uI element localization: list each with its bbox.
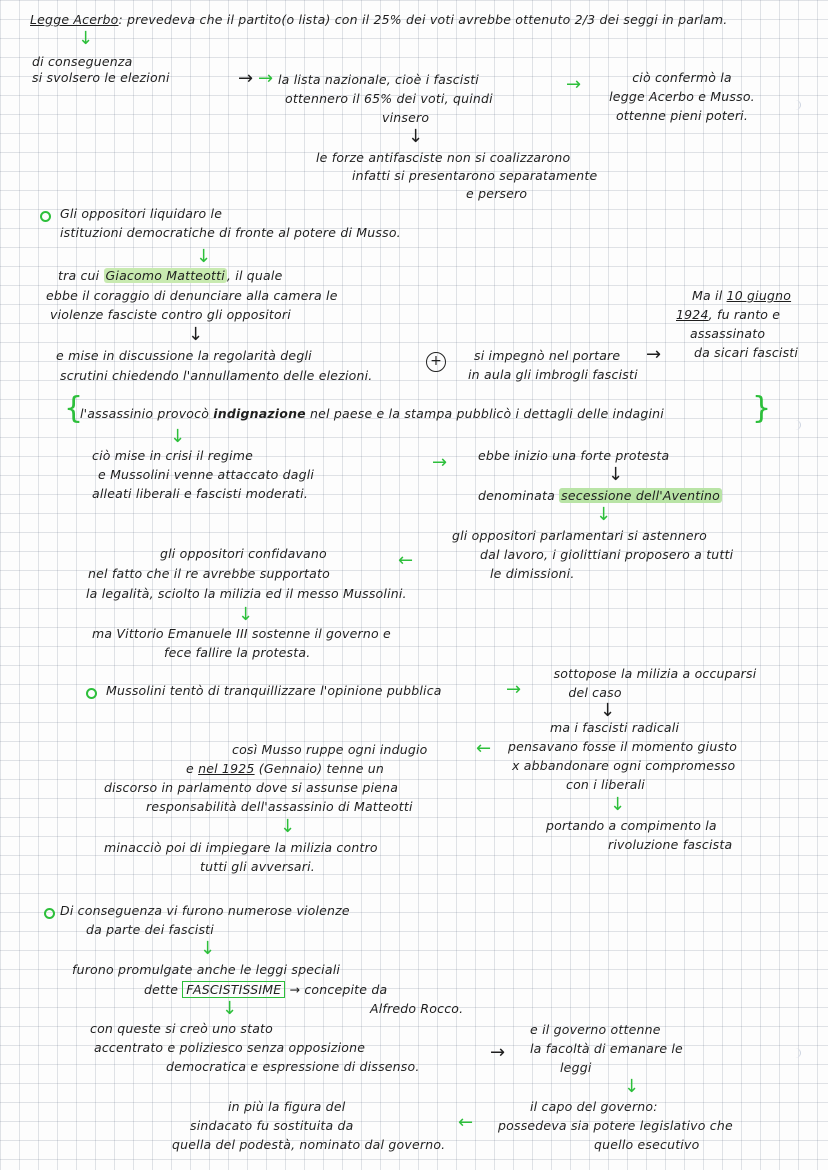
murder-line-1 — [692, 286, 791, 305]
legge-acerbo-title: Legge Acerbo — [30, 12, 119, 27]
elections-text: si svolsero le elezioni — [32, 70, 170, 85]
discuss-line-1: e mise in discussione la regolarità degli — [56, 348, 312, 363]
murder-date: 10 giugno — [726, 288, 792, 303]
national-list-line-1: la lista nazionale, cioè i fascisti — [278, 72, 479, 87]
head-line-3: quello esecutivo — [594, 1137, 700, 1152]
bullet-icon — [44, 908, 55, 919]
protest-prefix: denominata — [478, 488, 560, 503]
revolution-line-2: rivoluzione fascista — [608, 837, 733, 852]
assassination-suffix: nel paese e la stampa pubblicò i dettagli delle indagini — [305, 406, 664, 421]
murder-line-3: assassinato — [690, 326, 766, 341]
down-arrow-icon: ↓ — [596, 504, 612, 525]
bullet-icon — [40, 211, 51, 222]
trust-line-1: gli oppositori confidavano — [160, 546, 327, 561]
state-line-2: accentrato e poliziesco senza opposizione — [94, 1040, 366, 1055]
left-arrow-icon: ← — [398, 550, 414, 571]
speech-line-3: discorso in parlamento dove si assunse piena — [104, 780, 399, 795]
right-arrow-icon: → — [258, 68, 274, 89]
radicals-line-1: ma i fascisti radicali — [550, 720, 680, 735]
crisis-line-2: e Mussolini venne attaccato dagli — [98, 467, 315, 482]
head-line-1: il capo del governo: — [530, 1099, 658, 1114]
courage-line-1: ebbe il coraggio di denunciare alla camera le — [46, 288, 338, 303]
decree-line-3: leggi — [560, 1060, 592, 1075]
protest-line-1: ebbe inizio una forte protesta — [478, 448, 670, 463]
militia-line-2: del caso — [568, 685, 622, 700]
assassination-indignation: indignazione — [213, 406, 306, 421]
opponents-line-1: Gli oppositori liquidaro le — [60, 206, 223, 221]
mayor-line-3: quella del podestà, nominato dal governo. — [172, 1137, 446, 1152]
antifa-line-3: e persero — [466, 186, 528, 201]
right-arrow-icon: → — [566, 74, 582, 95]
right-arrow-icon: → — [490, 1042, 506, 1063]
right-arrow-icon: → — [506, 679, 522, 700]
abstain-line-1: gli oppositori parlamentari si astennero — [452, 528, 707, 543]
decree-line-2: la facoltà di emanare le — [530, 1041, 683, 1056]
down-arrow-icon: ↓ — [610, 794, 626, 815]
radicals-line-2: pensavano fosse il momento giusto — [508, 739, 738, 754]
down-arrow-icon: ↓ — [196, 246, 212, 267]
matteotti-prefix: tra cui — [58, 268, 104, 283]
down-arrow-icon: ↓ — [238, 604, 254, 625]
confirm-line-1: ciò confermò la — [632, 70, 732, 85]
mayor-line-2: sindacato fu sostituita da — [190, 1118, 354, 1133]
king-line-2: fece fallire la protesta. — [164, 645, 311, 660]
discuss-line-2: scrutini chiedendo l'annullamento delle elezioni. — [60, 368, 373, 383]
right-arrow-icon: → — [646, 344, 662, 365]
left-arrow-icon: ← — [476, 738, 492, 759]
confirm-line-2: legge Acerbo e Musso. — [609, 89, 755, 104]
abstain-line-2: dal lavoro, i giolittiani proposero a tutti — [480, 547, 734, 562]
down-arrow-icon: ↓ — [600, 700, 616, 721]
down-arrow-icon: ↓ — [408, 126, 424, 147]
plus-icon: + — [426, 352, 446, 372]
violence-line-1: Di conseguenza vi furono numerose violenze — [60, 903, 350, 918]
radicals-line-4: con i liberali — [566, 777, 645, 792]
threat-line-1: minacciò poi di impiegare la milizia contro — [104, 840, 378, 855]
speech-year: nel 1925 — [198, 761, 255, 776]
speech-suffix: (Gennaio) tenne un — [254, 761, 385, 776]
murder-year: 1924 — [676, 307, 709, 322]
down-arrow-icon: ↓ — [608, 464, 624, 485]
antifa-line-1: le forze antifasciste non si coalizzarono — [316, 150, 571, 165]
protest-line-2 — [478, 486, 722, 505]
matteotti-suffix: , il quale — [226, 268, 283, 283]
confirm-line-3: ottenne pieni poteri. — [615, 108, 749, 123]
legge-acerbo-description: : prevedeva che il partito(o lista) con il 25% dei voti avrebbe ottenuto 2/3 dei seggi in parlam. — [118, 12, 728, 27]
revolution-line-1: portando a compimento la — [546, 818, 717, 833]
decree-line-1: e il governo ottenne — [530, 1022, 661, 1037]
right-arrow-icon: → — [238, 68, 254, 89]
matteotti-name: Giacomo Matteotti — [105, 268, 225, 283]
margin-curl-icon — [790, 420, 801, 430]
antifa-line-2: infatti si presentarono separatamente — [352, 168, 598, 183]
state-line-3: democratica e espressione di dissenso. — [166, 1059, 420, 1074]
threat-line-2: tutti gli avversari. — [200, 859, 315, 874]
militia-line-1: sottopose la milizia a occuparsi — [553, 666, 757, 681]
consequence-text: di conseguenza — [32, 54, 133, 69]
radicals-line-3: x abbandonare ogni compromesso — [512, 758, 736, 773]
down-arrow-icon: ↓ — [170, 426, 186, 447]
speech-prefix: e — [186, 761, 199, 776]
down-arrow-icon: ↓ — [188, 324, 204, 345]
commit-line-2: in aula gli imbrogli fascisti — [468, 367, 638, 382]
national-list-line-3: vinsero — [382, 110, 430, 125]
king-line-1: ma Vittorio Emanuele III sostenne il governo e — [92, 626, 391, 641]
bullet-icon — [86, 688, 97, 699]
mayor-line-1: in più la figura del — [228, 1099, 346, 1114]
laws-line-1: furono promulgate anche le leggi speciali — [72, 962, 341, 977]
assassination-prefix: l'assassinio provocò — [80, 406, 214, 421]
laws-line-3: Alfredo Rocco. — [370, 1001, 464, 1016]
aventine-secession: secessione dell'Aventino — [561, 488, 720, 503]
speech-line-2 — [186, 759, 384, 778]
abstain-line-3: le dimissioni. — [490, 566, 575, 581]
national-list-line-2: ottennero il 65% dei voti, quindi — [285, 91, 493, 106]
murder-kidnapped: , fu ranto e — [708, 307, 781, 322]
right-arrow-icon: → — [432, 452, 448, 473]
murder-line-2 — [676, 305, 780, 324]
head-line-2: possedeva sia potere legislativo che — [498, 1118, 733, 1133]
down-arrow-icon: ↓ — [280, 816, 296, 837]
left-arrow-icon: ← — [458, 1112, 474, 1133]
assassination-line — [80, 404, 664, 423]
crisis-line-3: alleati liberali e fascisti moderati. — [92, 486, 309, 501]
left-brace-icon: { — [64, 391, 84, 426]
murder-line-4: da sicari fascisti — [694, 345, 799, 360]
margin-curl-icon — [790, 1048, 801, 1058]
matteotti-line — [58, 266, 282, 285]
commit-line-1: si impegnò nel portare — [474, 348, 621, 363]
legge-acerbo-line — [30, 10, 727, 29]
laws-line-2 — [144, 980, 387, 999]
state-line-1: con queste si creò uno stato — [90, 1021, 274, 1036]
margin-curl-icon — [790, 100, 801, 110]
right-brace-icon: } — [752, 391, 772, 426]
laws-prefix: dette — [144, 982, 183, 997]
trust-line-3: la legalità, sciolto la milizia ed il messo Mussolini. — [86, 586, 407, 601]
down-arrow-icon: ↓ — [200, 938, 216, 959]
murder-prefix: Ma il — [692, 288, 727, 303]
fascistissime-label: FASCISTISSIME — [182, 981, 285, 998]
down-arrow-icon: ↓ — [78, 28, 94, 49]
opponents-line-2: istituzioni democratiche di fronte al potere di Musso. — [60, 225, 401, 240]
speech-line-4: responsabilità dell'assassinio di Matteotti — [146, 799, 413, 814]
down-arrow-icon: ↓ — [624, 1076, 640, 1097]
courage-line-2: violenze fasciste contro gli oppositori — [50, 307, 291, 322]
violence-line-2: da parte dei fascisti — [86, 922, 214, 937]
trust-line-2: nel fatto che il re avrebbe supportato — [88, 566, 330, 581]
down-arrow-icon: ↓ — [222, 998, 238, 1019]
crisis-line-1: ciò mise in crisi il regime — [92, 448, 254, 463]
calm-text: Mussolini tentò di tranquillizzare l'opinione pubblica — [106, 683, 442, 698]
laws-suffix: → concepite da — [289, 982, 388, 997]
speech-line-1: così Musso ruppe ogni indugio — [232, 742, 428, 757]
